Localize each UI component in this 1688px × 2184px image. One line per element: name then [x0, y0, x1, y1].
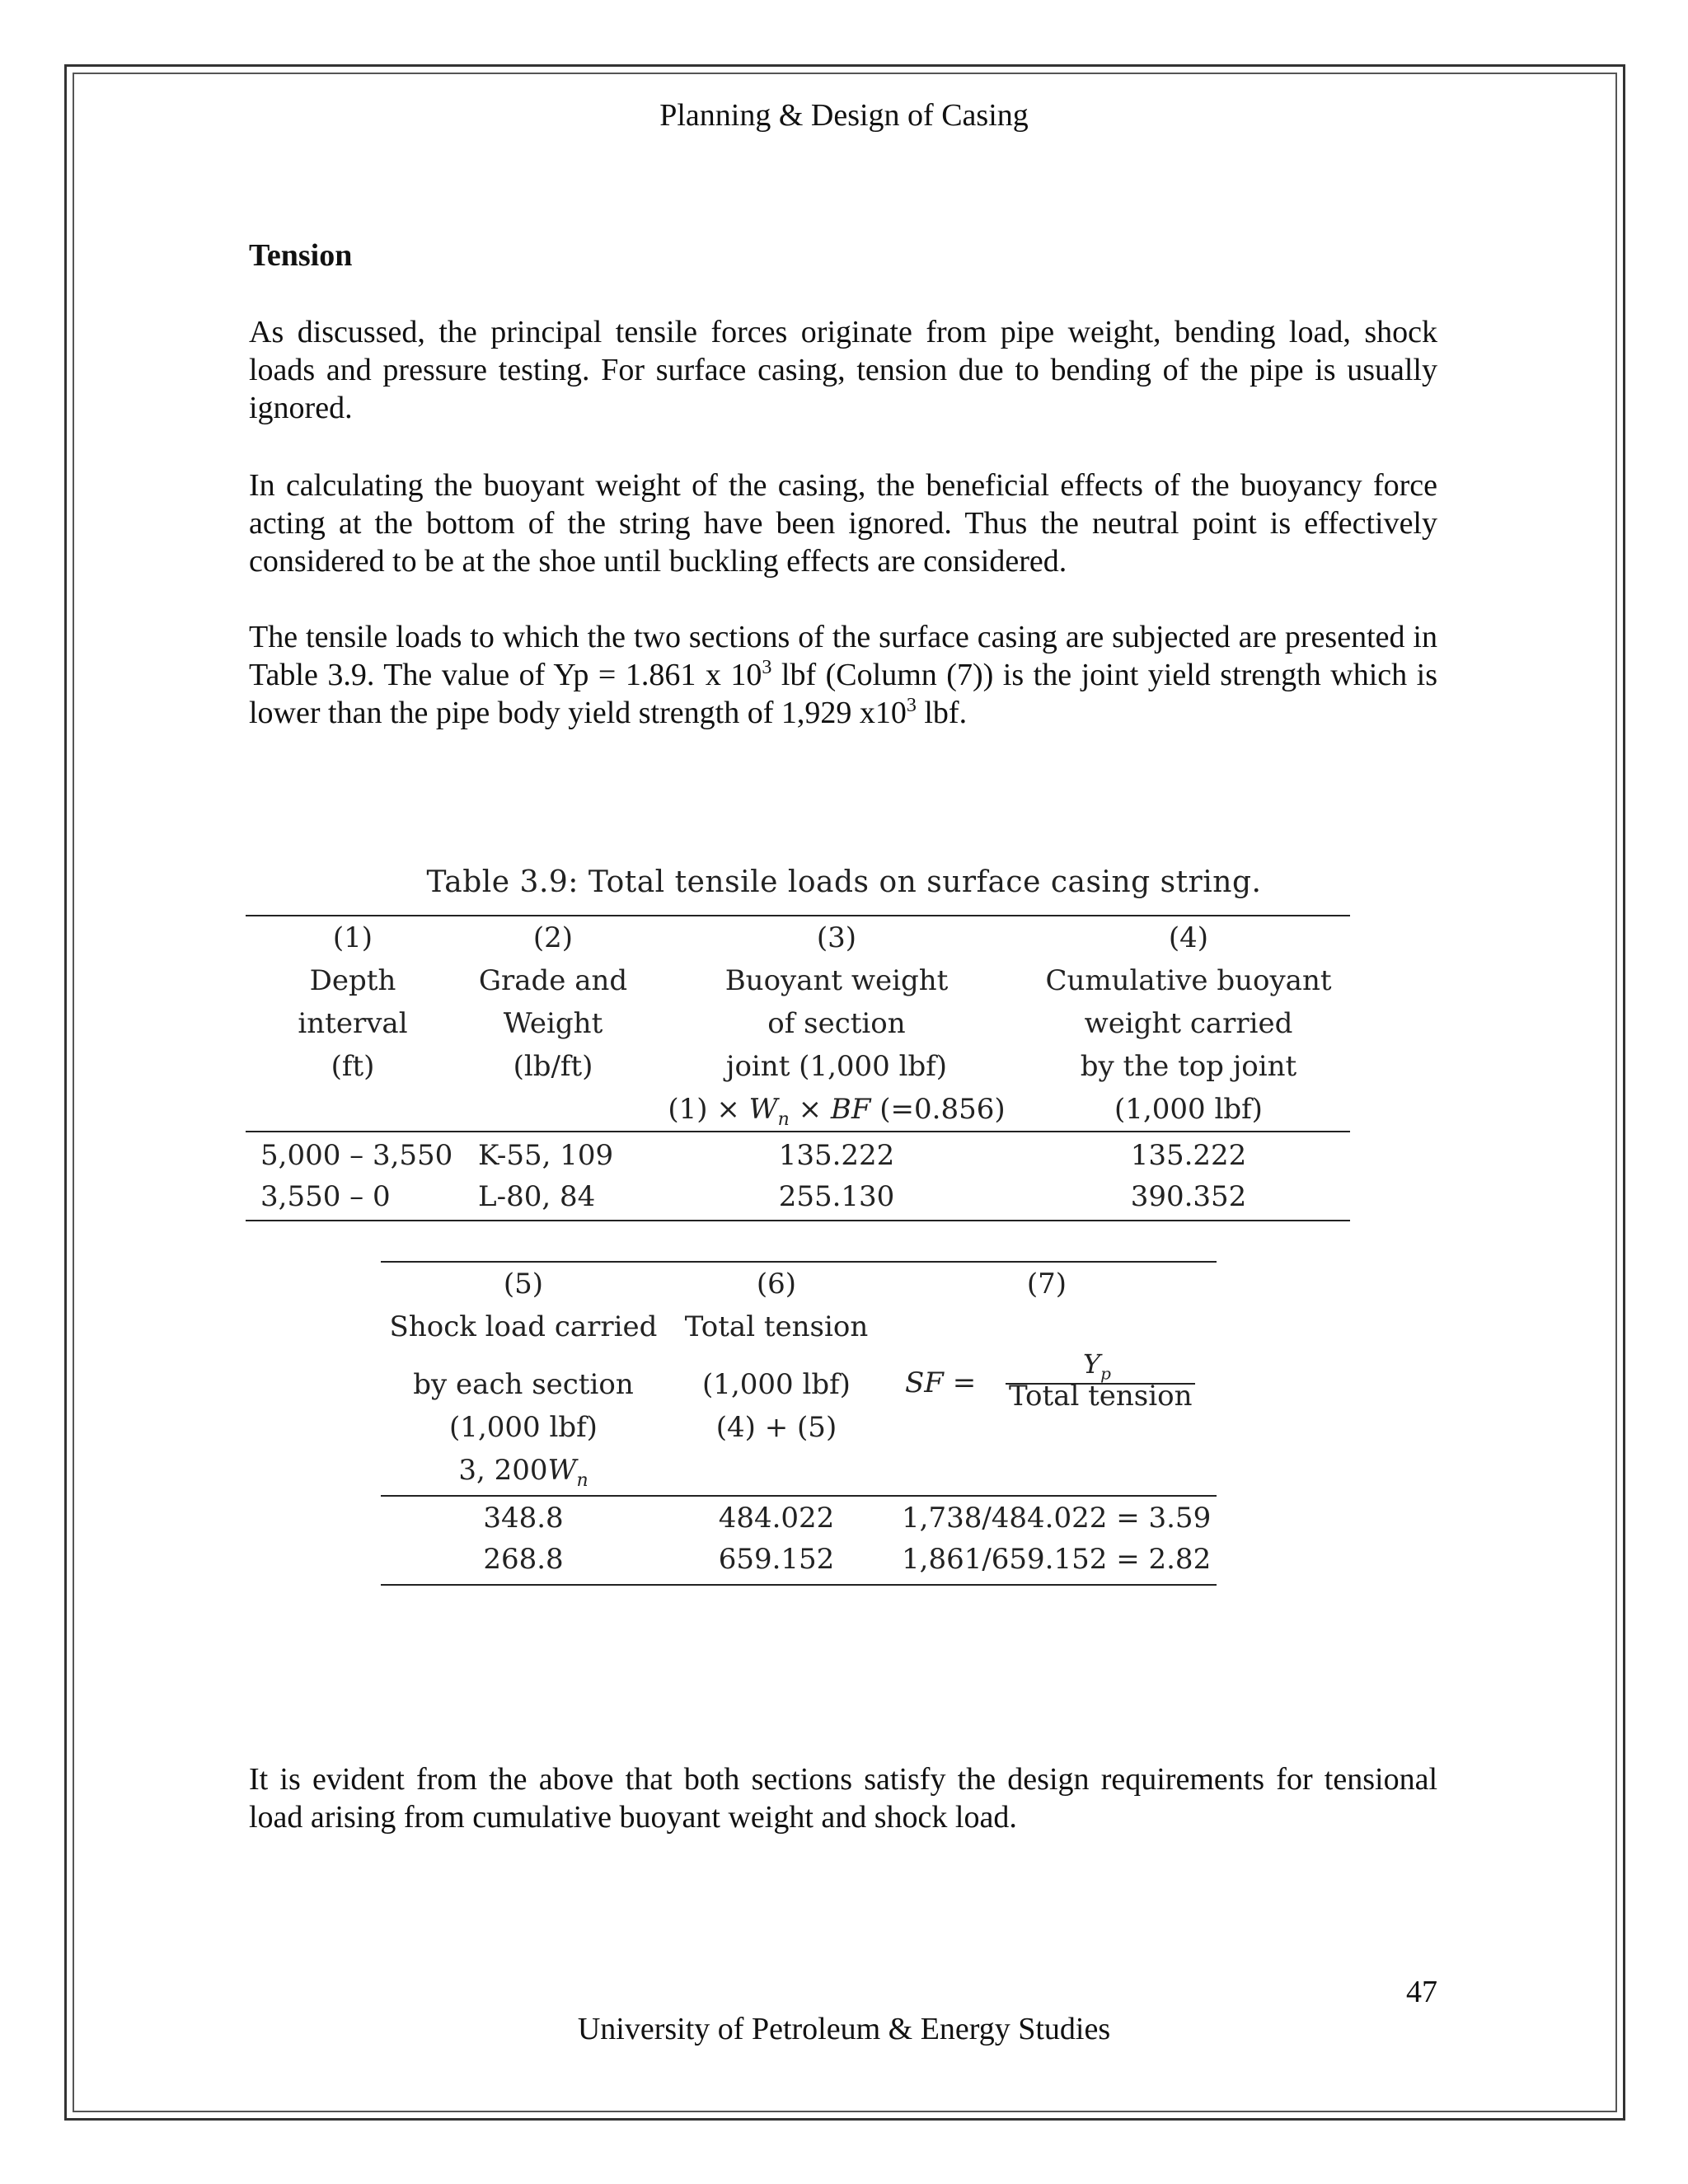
- cell-depth: 3,550 – 0: [260, 1180, 391, 1213]
- column-number: (2): [532, 921, 574, 954]
- header-line: (1,000 lbf): [702, 1368, 851, 1401]
- column-number: (1): [332, 921, 373, 954]
- formula-part: (1) ×: [668, 1093, 749, 1126]
- table-caption: Table 3.9: Total tensile loads on surface casing string.: [426, 865, 1262, 899]
- header-line: weight carried: [1084, 1007, 1293, 1040]
- header-col-5: [387, 1263, 659, 1502]
- header-line: (1,000 lbf): [449, 1411, 598, 1444]
- paragraph-3: [249, 618, 1437, 732]
- paragraph-3-text-b: lbf (Column (7)) is the joint yield strength which is lower than the pipe body yield strength of 1,929 x10: [249, 658, 1437, 730]
- paragraph-4: It is evident from the above that both sections satisfy the design requirements for tensional load arising from cumulative buoyant weight and shock load.: [249, 1762, 1437, 1835]
- cell-grade: L-80, 84: [478, 1180, 596, 1213]
- section-heading: Tension: [249, 238, 353, 273]
- header-line: (lb/ft): [513, 1050, 593, 1083]
- column-number: (5): [503, 1268, 544, 1301]
- running-footer: University of Petroleum & Energy Studies: [577, 2012, 1111, 2046]
- header-line: by the top joint: [1080, 1050, 1297, 1083]
- formula-variable: SF: [905, 1366, 944, 1399]
- header-line: (ft): [331, 1050, 375, 1083]
- running-header: Planning & Design of Casing: [659, 98, 1029, 133]
- header-line: Buoyant weight: [724, 964, 949, 997]
- header-line: Grade and: [478, 964, 628, 997]
- table-bottom-rule: [246, 1220, 1350, 1221]
- cell-total-tension: 659.152: [718, 1543, 835, 1576]
- fraction-numerator: [1083, 1348, 1111, 1383]
- header-line: by each section: [413, 1368, 634, 1401]
- formula-variable: BF: [830, 1093, 871, 1126]
- column-number: (4): [1168, 921, 1209, 954]
- header-line: Total tension: [684, 1310, 869, 1343]
- header-line: (4) + (5): [715, 1411, 837, 1444]
- cell-buoyant-weight: 135.222: [778, 1139, 895, 1172]
- formula-variable: W: [547, 1454, 577, 1487]
- paragraph-3-text-a: The tensile loads to which the two sections of the surface casing are subjected are presented in Table 3.9. The value of Yp = 1.861 x 10: [249, 620, 1437, 692]
- equals-sign: =: [952, 1366, 977, 1399]
- header-line: interval: [298, 1007, 408, 1040]
- cell-shock-load: 348.8: [483, 1502, 564, 1535]
- superscript-exponent: 3: [906, 695, 917, 716]
- header-line: Depth: [309, 964, 396, 997]
- paragraph-1: As discussed, the principal tensile forces originate from pipe weight, bending load, shock loads and pressure testing. For surface casing, tension due to bending of the pipe is usually ignored.: [249, 315, 1437, 425]
- cell-cumulative-weight: 135.222: [1130, 1139, 1247, 1172]
- cell-grade: K-55, 109: [478, 1139, 614, 1172]
- header-col-4: [1027, 916, 1350, 1131]
- header-line: (1,000 lbf): [1114, 1093, 1263, 1126]
- formula-subscript: n: [576, 1469, 588, 1491]
- formula-variable: W: [748, 1093, 778, 1126]
- formula-part: 3, 200: [458, 1454, 548, 1487]
- table-bottom-rule: [381, 1584, 1217, 1586]
- column-number: (3): [816, 921, 857, 954]
- header-line: joint (1,000 lbf): [725, 1050, 948, 1083]
- sf-fraction: [997, 1347, 1195, 1429]
- header-col-2: [458, 916, 648, 1088]
- header-line: Weight: [503, 1007, 603, 1040]
- table-header-rule: [246, 1131, 1350, 1132]
- formula-part: (=0.856): [870, 1093, 1006, 1126]
- formula-subscript: n: [777, 1108, 790, 1130]
- header-col-3: [651, 916, 1022, 1141]
- cell-total-tension: 484.022: [718, 1502, 835, 1535]
- header-col-1: [246, 916, 460, 1088]
- header-line: Shock load carried: [389, 1310, 658, 1343]
- page-number: 47: [1406, 1975, 1437, 2009]
- formula-part: ×: [789, 1093, 831, 1126]
- numerator-variable: Y: [1083, 1348, 1101, 1380]
- cell-cumulative-weight: 390.352: [1130, 1180, 1247, 1213]
- column-number: (7): [1026, 1268, 1067, 1301]
- cell-safety-factor: 1,861/659.152 = 2.82: [902, 1543, 1212, 1576]
- header-line: of section: [767, 1007, 906, 1040]
- paragraph-2: In calculating the buoyant weight of the casing, the beneficial effects of the buoyancy force acting at the bottom of the string have been ignored. Thus the neutral point is effectively considered to be at the shoe until buckling effects are considered.: [249, 468, 1437, 579]
- header-col-6: [669, 1263, 884, 1449]
- superscript-exponent: 3: [762, 657, 772, 678]
- column-number: (6): [756, 1268, 797, 1301]
- cell-depth: 5,000 – 3,550: [260, 1139, 453, 1172]
- numerator-subscript: p: [1100, 1363, 1111, 1384]
- paragraph-3-text-c: lbf.: [916, 696, 968, 730]
- fraction-denominator: Total tension: [1009, 1380, 1193, 1413]
- cell-shock-load: 268.8: [483, 1543, 564, 1576]
- header-line: Cumulative buoyant: [1045, 964, 1332, 997]
- sf-expression: [905, 1361, 976, 1404]
- cell-buoyant-weight: 255.130: [778, 1180, 895, 1213]
- cell-safety-factor: 1,738/484.022 = 3.59: [902, 1502, 1212, 1535]
